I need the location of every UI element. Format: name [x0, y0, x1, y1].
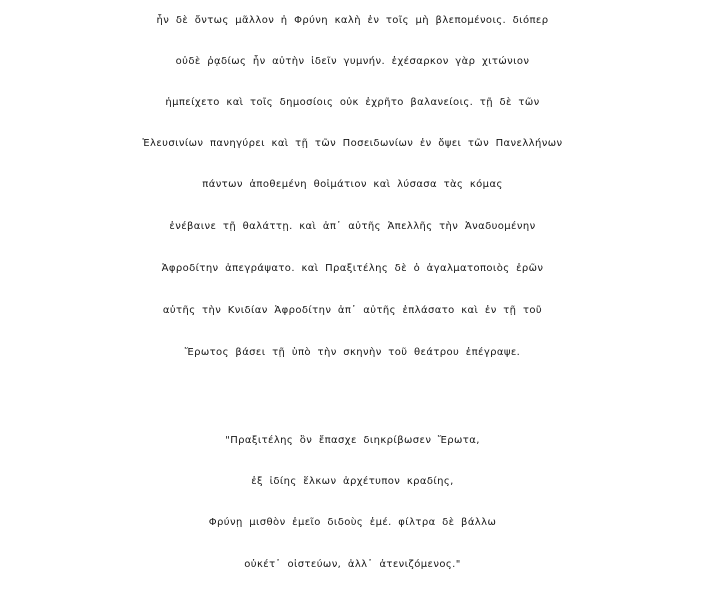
prose-line: αὐτῆς τὴν Κνιδίαν Ἀφροδίτην ἀπ᾽ αὐτῆς ἐπλάσατο καὶ ἐν τῇ τοῦ	[162, 305, 543, 316]
epigram-line: οὐκέτ᾽ οἰστεύων, ἀλλ᾽ ἀτενιζόμενος."	[244, 559, 461, 570]
prose-line: ἦν δὲ ὄντως μᾶλλον ἡ Φρύνη καλὴ ἐν τοῖς μὴ βλεπομένοις. διόπερ	[156, 15, 549, 26]
prose-line: ἐνέβαινε τῇ θαλάττῃ. καὶ ἀπ᾽ αὐτῆς Ἀπελλῆς τὴν Ἀναδυομένην	[169, 221, 536, 232]
prose-line: ἠμπείχετο καὶ τοῖς δημοσίοις οὐκ ἐχρῆτο βαλανείοις. τῇ δὲ τῶν	[165, 97, 540, 108]
prose-line: Ἀφροδίτην ἀπεγράψατο. καὶ Πραξιτέλης δὲ ὁ ἀγαλματοποιὸς ἐρῶν	[161, 263, 544, 274]
prose-line: Ἔρωτος βάσει τῇ ὑπὸ τὴν σκηνὴν τοῦ θεάτρου ἐπέγραψε.	[184, 347, 521, 358]
prose-line: πάντων ἀποθεμένη θοἰμάτιον καὶ λύσασα τὰς κόμας	[202, 179, 503, 190]
prose-line: οὐδὲ ῥᾳδίως ἦν αὐτὴν ἰδεῖν γυμνήν. ἐχέσαρκον γὰρ χιτώνιον	[175, 56, 530, 67]
prose-line: Ἐλευσινίων πανηγύρει καὶ τῇ τῶν Ποσειδωνίων ἐν ὄψει τῶν Πανελλήνων	[142, 138, 563, 149]
epigram-line: Φρύνῃ μισθὸν ἐμεῖο διδοὺς ἐμέ. φίλτρα δὲ βάλλω	[208, 517, 497, 528]
epigram-line: ἐξ ἰδίης ἕλκων ἀρχέτυπον κραδίης,	[251, 476, 454, 487]
epigram-line: "Πραξιτέλης ὃν ἔπασχε διηκρίβωσεν Ἔρωτα,	[225, 435, 480, 446]
